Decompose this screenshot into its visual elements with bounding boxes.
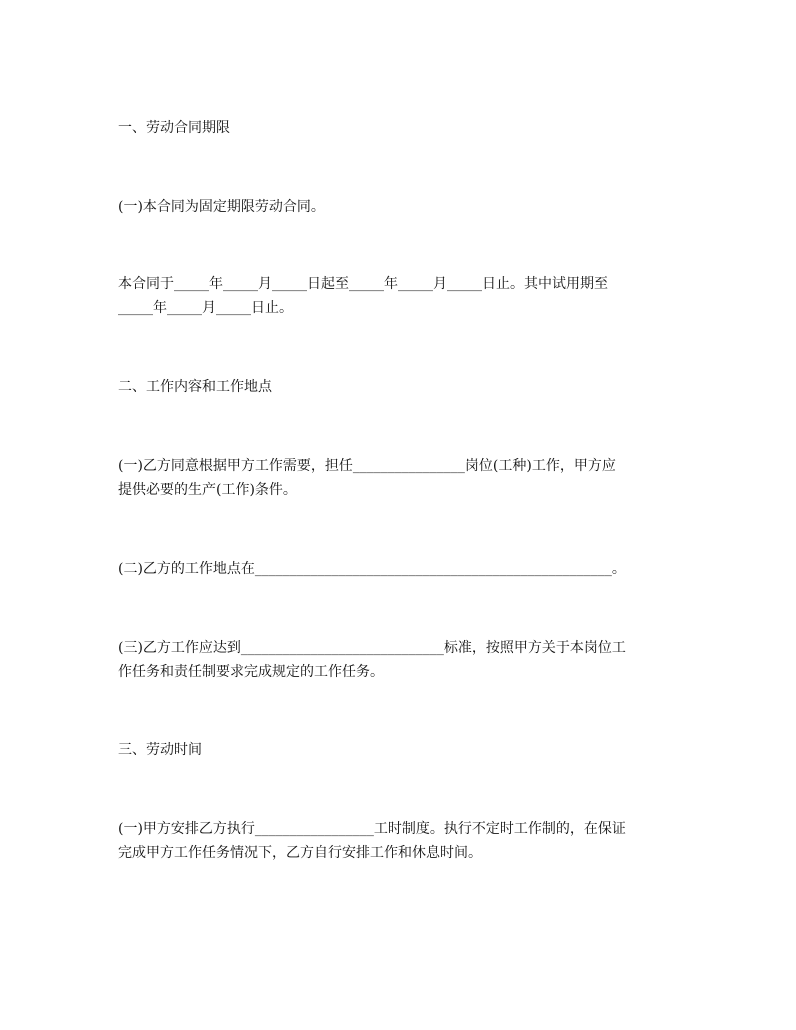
clause-text: (一)本合同为固定期限劳动合同。 (118, 199, 325, 215)
clause-text: (一)甲方安排乙方执行_________________工时制度。执行不定时工作制的，在保证 (118, 821, 626, 837)
clause-text: 作任务和责任制要求完成规定的工作任务。 (118, 664, 384, 680)
clause-text: 本合同于_____年_____月_____日起至_____年_____月_____日止。其中试用期至 (118, 276, 608, 292)
section-heading-work-content: 二、工作内容和工作地点 (118, 379, 272, 395)
section-heading-working-hours: 三、劳动时间 (118, 742, 202, 758)
section-heading-contract-term: 一、劳动合同期限 (118, 120, 230, 136)
clause-text: (一)乙方同意根据甲方工作需要，担任________________岗位(工种)工作，甲方应 (118, 458, 616, 474)
clause-text: 提供必要的生产(工作)条件。 (118, 482, 297, 498)
clause-text: _____年_____月_____日止。 (118, 300, 293, 316)
clause-text: 完成甲方工作任务情况下，乙方自行安排工作和休息时间。 (118, 845, 482, 861)
clause-text: (二)乙方的工作地点在___________________________________________________。 (118, 561, 626, 577)
clause-text: (三)乙方工作应达到_____________________________标准，按照甲方关于本岗位工 (118, 640, 626, 656)
